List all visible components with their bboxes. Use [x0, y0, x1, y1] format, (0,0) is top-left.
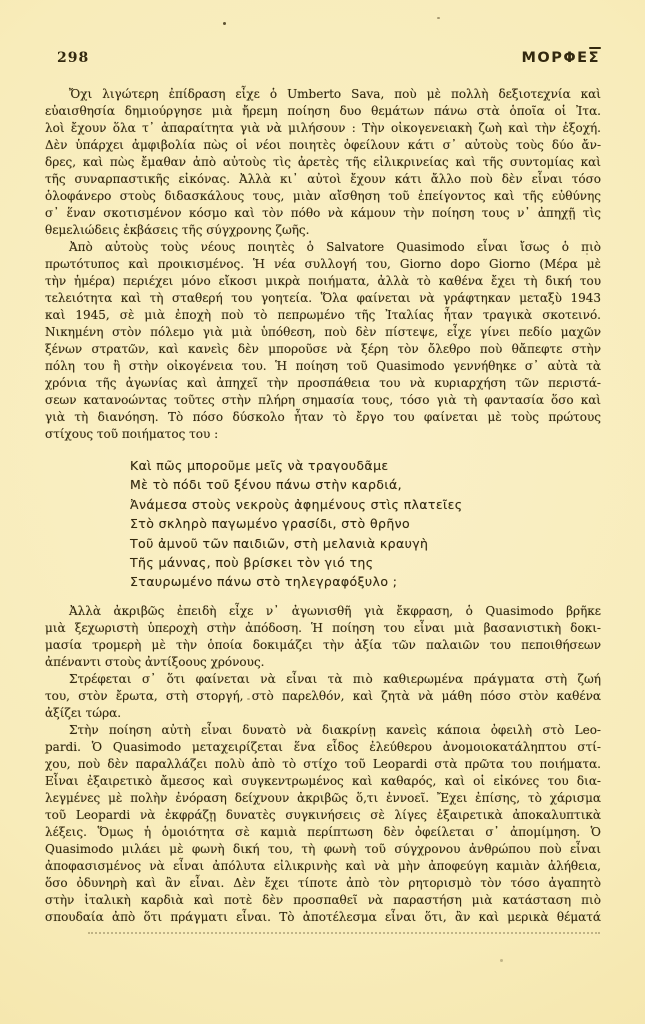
text-line: Ὄχι λιγώτερη ἐπίδραση εἶχε ὁ Umberto Sava, ποὺ μὲ πολλὴ δεξιοτεχνία καὶ	[69, 87, 601, 101]
text-line: τοῦ Leopardi νὰ ἐκφράζῃ δυνατὲς συγκινήσεις σὲ λίγες ἐξαιρετικὰ ἀποκαλυπτικὰ	[45, 807, 601, 822]
sigma-overbar-decoration	[589, 47, 601, 49]
text-line: λέξεις. Ὅμως ἡ ὁμοιότητα σὲ καμιὰ περίπτωση δὲν ὀφείλεται σ᾽ ἀπομίμηση. Ὁ	[45, 824, 601, 839]
text-line: Ἀπὸ αὐτοὺς τοὺς νέους ποιητὲς ὁ Salvatore Quasimodo εἶναι ἴσως ὁ πιὸ	[69, 240, 601, 254]
paragraph	[45, 239, 601, 443]
text-line: δρες, καὶ πὼς ἔμαθαν ἀπὸ αὐτοὺς τὶς ἀρετὲς τῆς εἰλικρινείας καὶ τῆς συντομίας καὶ	[45, 155, 601, 169]
poem-line: Καὶ πῶς μποροῦμε μεῖς νὰ τραγουδᾶμε	[130, 458, 389, 473]
text-line: ἀπέναντι στοὺς ἀντίξοους χρόνους.	[45, 654, 265, 669]
ink-speck	[437, 17, 440, 19]
bleedthrough-line	[88, 932, 600, 934]
text-line: τελειότητα καὶ τὴ σταθερή του γοητεία. Ὅλα φαίνεται νὰ γράφτηκαν μεταξὺ 1943	[45, 291, 601, 305]
text-line: καὶ 1945, σὲ μιὰ ἐποχὴ ποὺ τὸ πεπρωμένο τῆς Ἰταλίας ἦταν τραγικὰ σκοτεινό.	[45, 308, 601, 322]
text-line: Quasimodo μιλάει μὲ φωνὴ δική του, τὴ φωνὴ τοῦ σύγχρονου ἀνθρώπου ποὺ εἶναι	[45, 841, 601, 856]
text-line: Ἀλλὰ ἀκριβῶς ἐπειδὴ εἶχε ν᾽ ἀγωνισθῆ γιὰ ἔκφραση, ὁ Quasimodo βρῆκε	[69, 603, 601, 618]
text-line: Νικημένη στὸν πόλεμο γιὰ μιὰ ὑπόθεση, ποὺ δὲν πίστεψε, εἶχε γίνει πεδίο μαχῶν	[45, 325, 601, 339]
text-line: pardi. Ὁ Quasimodo μεταχειρίζεται ἕνα εἶδος ἐλεύθερου ἀνομοιοκατάληπτου στί-	[45, 739, 601, 754]
poem-block	[130, 456, 601, 592]
poem-line: Σταυρωμένο πάνω στὸ τηλεγραφόξυλο ;	[130, 574, 398, 590]
page-number: 298	[57, 50, 90, 66]
text-line: σ᾽ ἕναν σκοτισμένον κόσμο καὶ τὸν πόθο νὰ κάμουν τὴν ποίηση τους ν᾽ ἀπηχῇ τὶς	[45, 206, 601, 220]
text-line: πρωτότυπος καὶ προικισμένος. Ἡ νέα συλλογή του, Giorno dopo Giorno (Μέρα μὲ	[45, 257, 601, 271]
text-line: λεγμένες μὲ πολὴν ἐνόραση δείχνουν ἀκριβῶς ὅ,τι ἐννοεῖ. Ἔχει ἐπίσης, τὸ χάρισμα	[45, 790, 601, 805]
magazine-title	[521, 50, 600, 66]
text-line: μασία τρομερὴ μὲ τὴν ὁποία δοκιμάζει τὴν ἀξία τῶν παλαιῶν του πεποιθήσεων	[45, 637, 601, 652]
text-line: Στρέφεται σ᾽ ὅτι φαίνεται νὰ εἶναι τὰ πιὸ καθιερωμένα πράγματα στὴ ζωή	[69, 671, 601, 686]
text-line: τὴν ἡμέρα) περιέχει μόνο εἴκοσι μικρὰ ποιήματα, ἀλλὰ τὸ καθένα ἔχει τὴ δική του	[45, 274, 601, 288]
ink-speck	[586, 253, 588, 255]
page-body	[45, 86, 601, 926]
text-line: σπουδαία ἀπὸ ὅτι πράγματι εἶναι. Τὸ ἀποτέλεσμα εἶναι ὅτι, ἂν καὶ μερικὰ θέματά	[45, 909, 601, 924]
text-line: ξένων στρατῶν, καὶ κανεὶς δὲν μποροῦσε νὰ ξέρη τὸν ὄλεθρο ποὺ θἄπεφτε στὴν	[45, 342, 601, 356]
text-line: Εἶναι ἐξαιρετικὸ ἄμεσος καὶ συγκεντρωμένος καὶ καθαρός, καὶ οἱ εἰκόνες του δια-	[45, 773, 601, 788]
text-line: εὐαισθησία δημιούργησε μιὰ ἤρεμη ποίηση δυο θεμάτων πάνω στὰ ὁποῖα οἱ Ἰτα.	[45, 104, 601, 118]
text-line: χρόνια τῆς ἀγωνίας καὶ ἀπηχεῖ τὴν προσπάθεια του νὰ κυριαρχήση τῶν περιστά-	[45, 376, 601, 390]
text-line: πόλη του ἢ στὴν οἰκογένεια του. Ἡ ποίηση τοῦ Quasimodo γεννήθηκε σ᾽ αὐτὰ τὰ	[45, 359, 601, 373]
text-line: λοὶ ἔχουν ὅλα τ᾽ ἀπαραίτητα γιὰ νὰ μιλήσουν : Τὴν οἰκογενειακὴ ζωὴ καὶ τὴν ἐξοχή.	[45, 121, 601, 135]
poem-line: Ἀνάμεσα στοὺς νεκροὺς ἀφημένους στὶς πλατεῖες	[130, 496, 463, 512]
text-line: Δὲν ὑπάρχει ἀμφιβολία πὼς οἱ νέοι ποιητὲς ὀφείλουν κάτι σ᾽ αὐτοὺς τοὺς δύο ἄν-	[45, 138, 601, 152]
text-line: στὴν ἰταλικὴ καρδιὰ καὶ ποτὲ δὲν προσπαθεῖ νὰ παραστήση μιὰ κατάσταση πιὸ	[45, 892, 601, 907]
text-line: ὅσο ὀδυνηρὴ καὶ ἂν εἶναι. Δὲν ἔχει τίποτε ἀπὸ τὸν ρητορισμὸ τὸν τόσο ἀγαπητὸ	[45, 875, 601, 890]
poem-line: Τῆς μάννας, ποὺ βρίσκει τὸν γιό της	[130, 555, 374, 571]
poem-line: Μὲ τὸ πόδι τοῦ ξένου πάνω στὴν καρδιά,	[130, 477, 402, 493]
magazine-title-text: ΜΟΡΦΕΣ	[521, 50, 600, 66]
paragraph	[45, 671, 601, 722]
text-line: μιὰ ξεχωριστὴ ὑπεροχὴ στὴν ἀπόδοση. Ἡ ποίηση του εἶναι μιὰ βασανιστικὴ δοκι-	[45, 620, 601, 635]
running-head	[45, 50, 600, 66]
text-line: ἀποφασισμένος νὰ εἶναι ἀπόλυτα εἰλικρινὴς καὶ νὰ μὴν ἀποφεύγη καμιὰν ἀλήθεια,	[45, 858, 601, 873]
paragraph	[45, 603, 601, 671]
ink-speck	[500, 959, 503, 962]
paragraph	[45, 86, 601, 239]
text-line: Στὴν ποίηση αὐτὴ εἶναι δυνατὸ νὰ διακρίνῃ κανεὶς κάποια ὀφειλὴ στὸ Leo-	[69, 722, 601, 737]
text-line: ἀξίζει τώρα.	[45, 705, 122, 720]
text-line: του, στὸν ἔρωτα, στὴ στοργή, στὸ παρελθόν, καὶ ζητὰ νὰ μάθη πόσο στὸν καθένα	[45, 688, 601, 703]
ink-speck	[223, 22, 226, 25]
text-line: γιὰ τὴ διανόηση. Τὸ πόσο δύσκολο ἦταν τὸ ἔργο του φαίνεται μὲ τοὺς πρώτους	[45, 410, 601, 424]
paragraph	[45, 722, 601, 926]
text-line: ὁλοφάνερο στοὺς διδασκάλους τους, μιὰν αἴσθηση τοῦ ἐπείγοντος καὶ τῆς εὐθύνης	[45, 189, 601, 203]
text-line: θεμελιώδεις ἐκβάσεις τῆς σύγχρονης ζωῆς.	[45, 223, 310, 237]
text-line: τῆς συναρπαστικῆς εἰκόνας. Ἀλλὰ κι᾽ αὐτοὶ ἔχουν κάτι ἄλλο ποὺ δὲν εἶναι τόσο	[45, 172, 601, 186]
text-line: χου, ποὺ δὲν παραλλάζει πολὺ ἀπὸ τὸ στίχο τοῦ Leopardi στὰ πρῶτα του ποιήματα.	[45, 756, 601, 771]
ink-speck	[247, 698, 250, 700]
text-line: στίχους τοῦ ποιήματος του :	[45, 427, 219, 441]
text-line: σεων κατανοώντας τοῦτες στὴν πλήρη σημασία τους, τόσο γιὰ τὴ φαντασία ὅσο καὶ	[45, 393, 601, 407]
poem-line: Στὸ σκληρὸ παγωμένο γρασίδι, στὸ θρῆνο	[130, 516, 411, 532]
poem-line: Τοῦ ἀμνοῦ τῶν παιδιῶν, στὴ μελανιὰ κραυγὴ	[130, 535, 429, 551]
